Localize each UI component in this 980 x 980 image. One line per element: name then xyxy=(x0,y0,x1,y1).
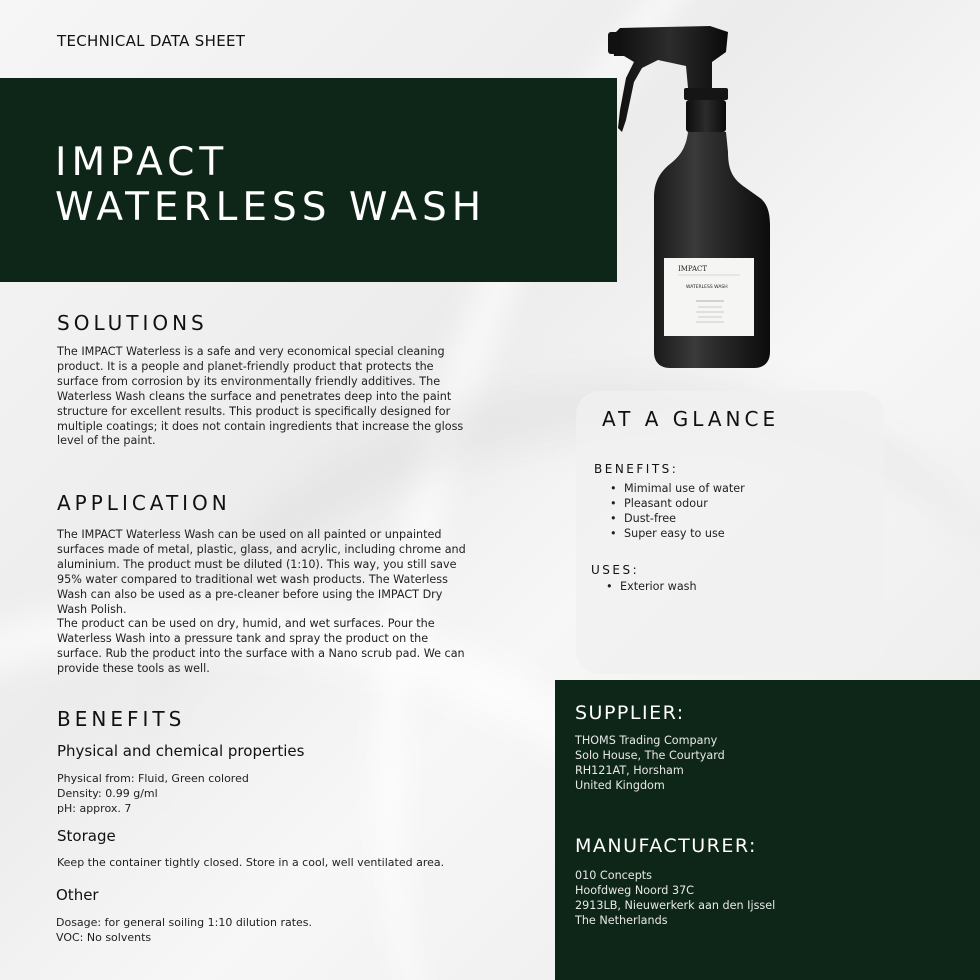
address-line: RH121AT, Horsham xyxy=(575,764,684,777)
document-type-label: TECHNICAL DATA SHEET xyxy=(57,32,246,50)
manufacturer-address xyxy=(575,868,775,928)
label-brand: IMPACT xyxy=(678,265,708,273)
solutions-heading: SOLUTIONS xyxy=(57,311,208,335)
glance-uses-list xyxy=(604,579,697,594)
manufacturer-heading: MANUFACTURER: xyxy=(575,835,757,857)
storage-text xyxy=(57,855,444,870)
property-line: Density: 0.99 g/ml xyxy=(57,787,158,800)
storage-line: Keep the container tightly closed. Store in a cool, well ventilated area. xyxy=(57,856,445,869)
supplier-heading: SUPPLIER: xyxy=(575,702,685,724)
address-line: Hoofdweg Noord 37C xyxy=(575,884,694,897)
at-a-glance-card xyxy=(576,391,884,674)
other-heading: Other xyxy=(56,886,99,904)
address-line: United Kingdom xyxy=(575,779,665,792)
product-title-line2: WATERLESS WASH xyxy=(55,185,487,230)
property-line: pH: approx. 7 xyxy=(57,802,132,815)
list-item: • Pleasant odour xyxy=(608,496,745,511)
list-item: • Exterior wash xyxy=(604,579,697,594)
address-line: Solo House, The Courtyard xyxy=(575,749,725,762)
address-line: THOMS Trading Company xyxy=(575,734,718,747)
storage-heading: Storage xyxy=(57,827,116,845)
at-a-glance-heading: AT A GLANCE xyxy=(602,407,780,431)
physical-properties-heading: Physical and chemical properties xyxy=(57,742,305,760)
property-line: Physical from: Fluid, Green colored xyxy=(57,772,249,785)
address-line: 010 Concepts xyxy=(575,869,653,882)
spray-bottle-image xyxy=(600,22,790,374)
other-list xyxy=(56,915,312,945)
solutions-text: The IMPACT Waterless is a safe and very economical special cleaning product. It is a people and planet-friendly product that protects the surface from corrosion by its environmentally friendly additives. The Waterless Wash cleans the surface and penetrates deep into the paint structure for excellent results. This product is specifically designed for multiple coatings; it does not contain ingredients that increase the gloss level of the paint. xyxy=(57,345,464,448)
benefits-heading: BENEFITS xyxy=(57,707,186,731)
other-line: Dosage: for general soiling 1:10 dilution rates. xyxy=(56,916,313,929)
glance-benefits-list xyxy=(608,481,745,541)
application-text xyxy=(57,528,469,677)
product-title-line1: IMPACT xyxy=(55,140,229,185)
list-item: • Super easy to use xyxy=(608,526,745,541)
other-line: VOC: No solvents xyxy=(56,931,152,944)
address-line: 2913LB, Nieuwerkerk aan den Ijssel xyxy=(575,899,776,912)
address-line: The Netherlands xyxy=(575,914,668,927)
product-title xyxy=(55,140,486,230)
application-paragraph: The IMPACT Waterless Wash can be used on all painted or unpainted surfaces made of metal, plastic, glass, and acrylic, including chrome and aluminium. The product must be diluted (1:10). This way, you still save 95% water compared to traditional wet wash products. The Waterless Wash can also be used as a pre-cleaner before using the IMPACT Dry Wash Polish. xyxy=(57,528,466,616)
application-paragraph: The product can be used on dry, humid, and wet surfaces. Pour the Waterless Wash into a pressure tank and spray the product on the surface. Rub the product into the surface with a Nano scrub pad. We can provide these tools as well. xyxy=(57,617,465,676)
label-product-name: WATERLESS WASH xyxy=(686,285,728,290)
supplier-address xyxy=(575,733,725,793)
glance-benefits-heading: BENEFITS: xyxy=(594,462,679,476)
application-heading: APPLICATION xyxy=(57,491,231,515)
list-item: • Mimimal use of water xyxy=(608,481,745,496)
contact-panel xyxy=(555,680,980,980)
glance-uses-heading: USES: xyxy=(591,563,640,577)
physical-properties-list xyxy=(57,771,249,816)
list-item: • Dust-free xyxy=(608,511,745,526)
